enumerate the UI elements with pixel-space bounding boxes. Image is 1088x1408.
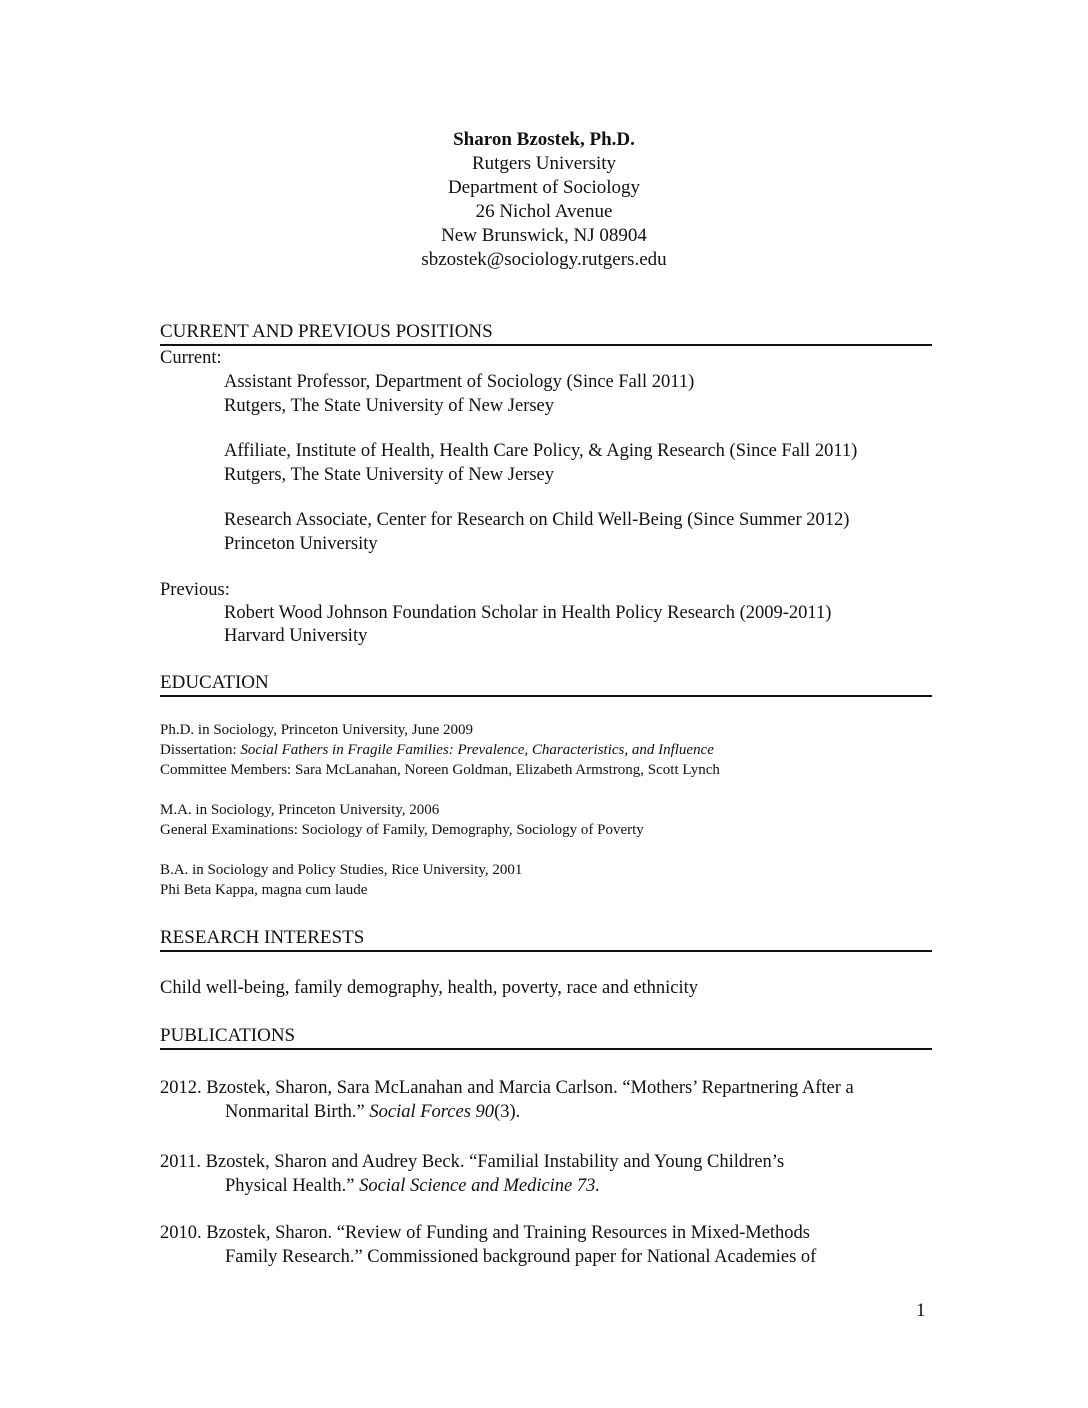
position-title: Research Associate, Center for Research on Child Well-Being (Since Summer 2012) — [224, 510, 850, 530]
dissertation-title: Social Fathers in Fragile Families: Prevalence, Characteristics, and Influence — [240, 742, 714, 758]
street-address: 26 Nichol Avenue — [475, 201, 613, 222]
page-number: 1 — [916, 1300, 926, 1321]
previous-label: Previous: — [160, 580, 230, 600]
position-org: Rutgers, The State University of New Jersey — [224, 465, 555, 485]
section-heading-education: EDUCATION — [160, 672, 932, 697]
publication-continuation: Family Research.” Commissioned background paper for National Academies of — [225, 1247, 817, 1267]
current-label: Current: — [160, 348, 222, 368]
publication-continuation — [160, 1174, 940, 1198]
author-name: Sharon Bzostek, Ph.D. — [453, 129, 635, 150]
position-org: Princeton University — [224, 534, 378, 554]
ma-degree: M.A. in Sociology, Princeton University, 2006 — [160, 802, 440, 818]
publication-continuation — [160, 1100, 940, 1124]
publication-line: 2012. Bzostek, Sharon, Sara McLanahan and Marcia Carlson. “Mothers’ Repartnering After a — [160, 1078, 854, 1098]
university: Rutgers University — [471, 153, 617, 174]
section-heading-publications: PUBLICATIONS — [160, 1025, 932, 1050]
section-heading-positions: CURRENT AND PREVIOUS POSITIONS — [160, 321, 932, 346]
publication-text: Nonmarital Birth.” — [225, 1102, 370, 1122]
publication-entry — [160, 1076, 940, 1124]
dissertation — [160, 740, 714, 760]
position-title: Assistant Professor, Department of Sociology (Since Fall 2011) — [224, 372, 695, 392]
position-title: Affiliate, Institute of Health, Health Care Policy, & Aging Research (Since Fall 2011) — [224, 441, 858, 461]
publication-text: Physical Health.” — [225, 1176, 360, 1196]
publication-journal: Social Forces 90 — [369, 1102, 495, 1122]
publication-issue: (3). — [494, 1102, 521, 1122]
position-title: Robert Wood Johnson Foundation Scholar in Health Policy Research (2009-2011) — [224, 603, 832, 623]
publication-line: 2010. Bzostek, Sharon. “Review of Funding and Training Resources in Mixed-Methods — [160, 1223, 811, 1243]
city-address: New Brunswick, NJ 08904 — [441, 225, 647, 246]
section-heading-research: RESEARCH INTERESTS — [160, 927, 932, 952]
publication-entry — [160, 1150, 940, 1198]
phd-degree: Ph.D. in Sociology, Princeton University, June 2009 — [160, 722, 474, 738]
email-address[interactable]: sbzostek@sociology.rutgers.edu — [421, 249, 667, 270]
position-org: Rutgers, The State University of New Jersey — [224, 396, 555, 416]
publication-entry — [160, 1221, 940, 1269]
ba-honors: Phi Beta Kappa, magna cum laude — [160, 882, 368, 898]
committee-members: Committee Members: Sara McLanahan, Noreen Goldman, Elizabeth Armstrong, Scott Lynch — [160, 762, 720, 778]
publication-line: 2011. Bzostek, Sharon and Audrey Beck. “Familial Instability and Young Children’s — [160, 1152, 785, 1172]
ba-degree: B.A. in Sociology and Policy Studies, Rice University, 2001 — [160, 862, 523, 878]
general-exams: General Examinations: Sociology of Family, Demography, Sociology of Poverty — [160, 822, 644, 838]
position-org: Harvard University — [224, 626, 368, 646]
cv-header — [0, 128, 1088, 272]
dissertation-label: Dissertation: — [160, 742, 241, 758]
publication-journal: Social Science and Medicine 73. — [359, 1176, 601, 1196]
research-interests-text: Child well-being, family demography, health, poverty, race and ethnicity — [160, 978, 699, 998]
department: Department of Sociology — [447, 177, 641, 198]
